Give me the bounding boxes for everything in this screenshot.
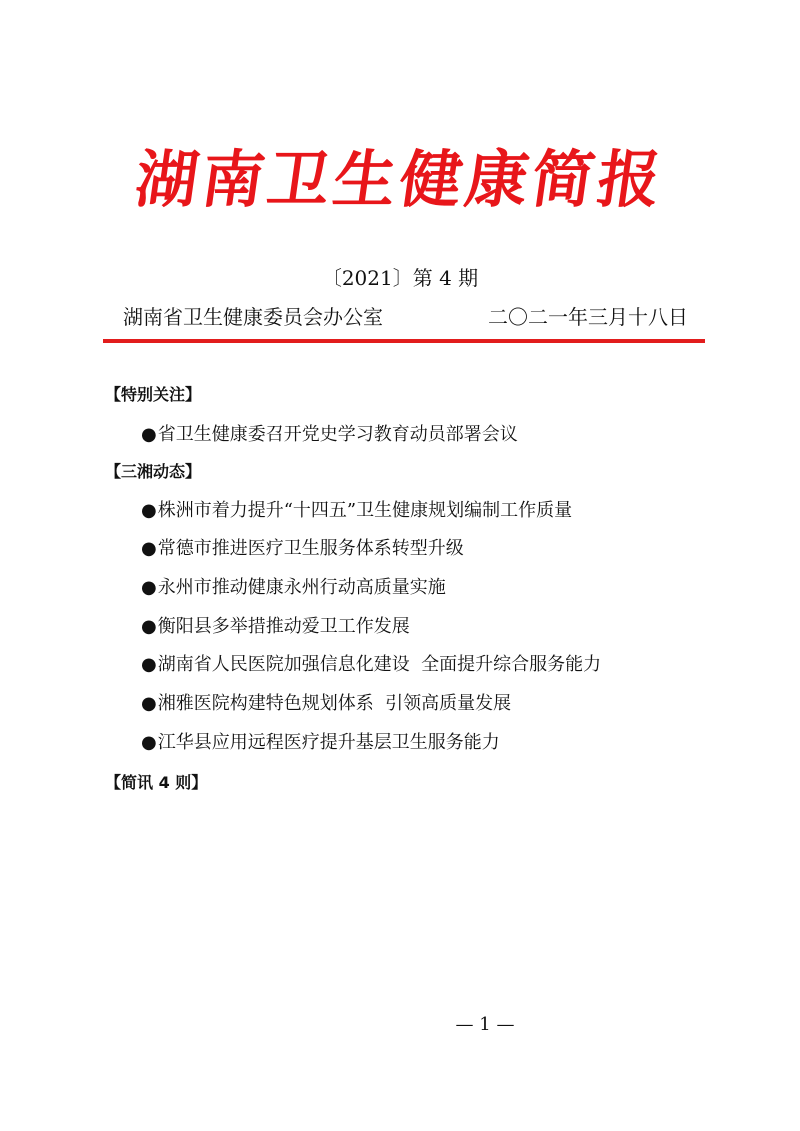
toc-item-label: 湖南省人民医院加强信息化建设 全面提升综合服务能力 (157, 654, 602, 675)
toc-item[interactable] (141, 422, 518, 448)
toc-item-label: 湘雅医院构建特色规划体系 引领高质量发展 (157, 693, 512, 714)
publish-date: 二〇二一年三月十八日 (488, 305, 688, 329)
toc-item-label: 常德市推进医疗卫生服务体系转型升级 (157, 538, 464, 559)
masthead-title: 湖南卫生健康简报 (130, 143, 670, 216)
section-heading-sanxiang-news: 【三湘动态】 (105, 462, 202, 481)
bullet-icon: ● (141, 424, 157, 445)
red-divider-rule (103, 339, 705, 343)
bullet-icon: ● (141, 654, 157, 675)
bullet-icon: ● (141, 693, 157, 714)
toc-item[interactable] (141, 498, 572, 524)
bullet-icon: ● (141, 538, 157, 559)
toc-item-label: 省卫生健康委召开党史学习教育动员部署会议 (157, 424, 518, 445)
section-heading-briefs: 【简讯 4 则】 (105, 773, 208, 792)
section-heading-special-focus: 【特别关注】 (105, 385, 202, 404)
bullet-icon: ● (141, 500, 157, 521)
toc-item[interactable] (141, 536, 464, 562)
issue-number: 〔2021〕第 4 期 (321, 266, 479, 290)
toc-item-label: 株洲市着力提升“十四五”卫生健康规划编制工作质量 (157, 500, 573, 521)
toc-item[interactable] (141, 691, 511, 717)
toc-item-label: 永州市推动健康永州行动高质量实施 (157, 577, 446, 598)
publisher-name: 湖南省卫生健康委员会办公室 (123, 305, 383, 329)
toc-item[interactable] (141, 652, 601, 678)
toc-item[interactable] (141, 730, 500, 756)
bullet-icon: ● (141, 616, 157, 637)
toc-item[interactable] (141, 614, 410, 640)
page-number: — 1 — (455, 1014, 515, 1035)
toc-item-label: 江华县应用远程医疗提升基层卫生服务能力 (157, 732, 500, 753)
toc-item[interactable] (141, 575, 446, 601)
toc-item-label: 衡阳县多举措推动爱卫工作发展 (157, 616, 410, 637)
bullet-icon: ● (141, 577, 157, 598)
bullet-icon: ● (141, 732, 157, 753)
